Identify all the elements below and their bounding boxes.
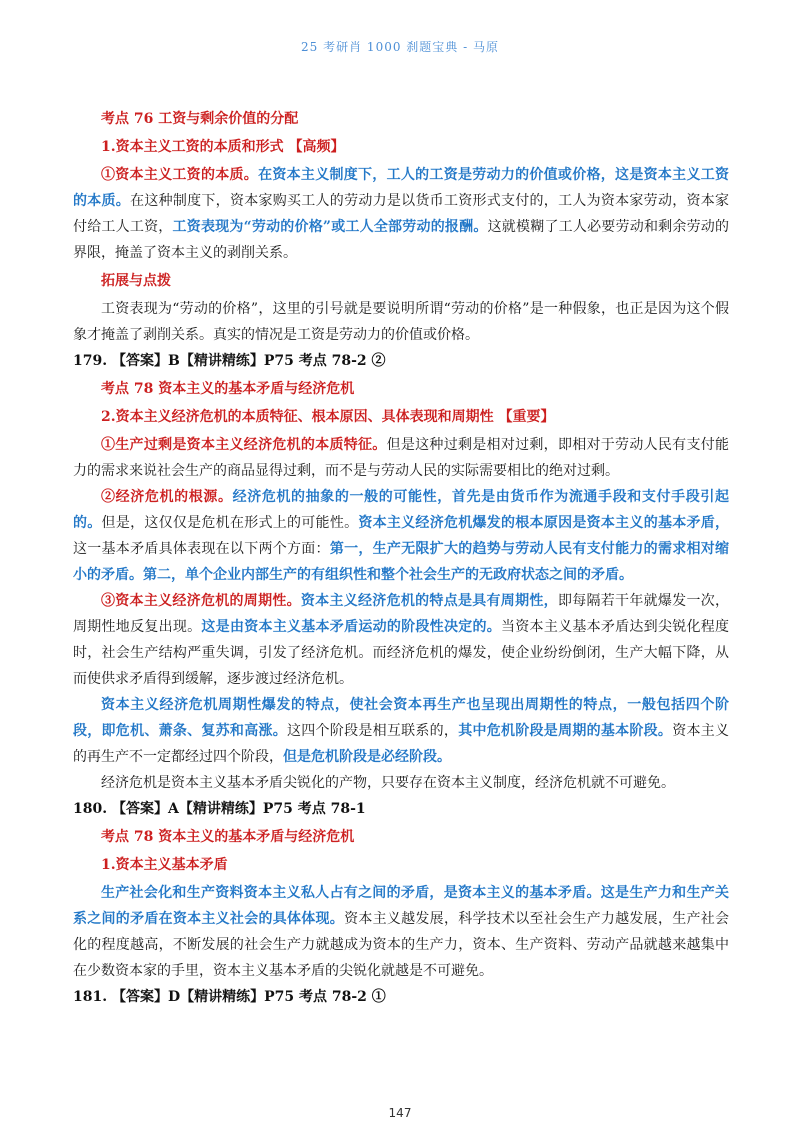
section-title-76: 考点 76 工资与剩余价值的分配 <box>101 111 299 127</box>
subsection-title: 1.资本主义工资的本质和形式 【高频】 <box>101 139 345 155</box>
paragraph: ①生产过剩是资本主义经济危机的本质特征。但是这种过剩是相对过剩，即相对于劳动人民有支付能力的需求来说社会生产的商品显得过剩，而不是与劳动人民的实际需要相比的绝对过剩。 <box>73 437 730 479</box>
paragraph: ③资本主义经济危机的周期性。资本主义经济危机的特点是具有周期性，即每隔若干年就爆发一次，周期性地反复出现。这是由资本主义基本矛盾运动的阶段性决定的。当资本主义基本矛盾达到尖锐化程度时，社会生产结构严重失调，引发了经济危机。而经济危机的爆发，使企业纷纷倒闭，生产大幅下降，从而使供求矛盾得到缓解，逐步渡过经济危机。 <box>73 593 730 687</box>
paragraph: ①资本主义工资的本质。在资本主义制度下，工人的工资是劳动力的价值或价格，这是资本主义工资的本质。在这种制度下，资本家购买工人的劳动力是以货币工资形式支付的，工人为资本家劳动，资本家付给工人工资，工资表现为“劳动的价格”或工人全部劳动的报酬。这就模糊了工人必要劳动和剩余劳动的界限，掩盖了资本主义的剥削关系。 <box>73 167 730 261</box>
paragraph: 经济危机是资本主义基本矛盾尖锐化的产物，只要存在资本主义制度，经济危机就不可避免。 <box>101 775 675 791</box>
running-header: 25 考研肖 1000 刹题宝典 - 马原 <box>301 40 499 54</box>
paragraph: 资本主义经济危机周期性爆发的特点，使社会资本再生产也呈现出周期性的特点，一般包括四个阶段，即危机、萧条、复苏和高涨。这四个阶段是相互联系的，其中危机阶段是周期的基本阶段。资本主义的再生产不一定都经过四个阶段，但是危机阶段是必经阶段。 <box>73 697 730 765</box>
section-title-78: 考点 78 资本主义的基本矛盾与经济危机 <box>101 381 355 397</box>
subsection-title: 2.资本主义经济危机的本质特征、根本原因、具体表现和周期性 【重要】 <box>101 409 555 425</box>
page-content <box>73 104 729 1010</box>
paragraph: ②经济危机的根源。经济危机的抽象的一般的可能性，首先是由货币作为流通手段和支付手段引起的。但是，这仅仅是危机在形式上的可能性。资本主义经济危机爆发的根本原因是资本主义的基本矛盾，这一基本矛盾具体表现在以下两个方面：第一，生产无限扩大的趋势与劳动人民有支付能力的需求相对缩小的矛盾。第二，单个企业内部生产的有组织性和整个社会生产的无政府状态之间的矛盾。 <box>73 489 730 583</box>
answer-line-180: 180. 【答案】A【精讲精练】P75 考点 78-1 <box>73 801 366 817</box>
answer-line-181: 181. 【答案】D【精讲精练】P75 考点 78-2 ① <box>73 989 386 1005</box>
paragraph: 生产社会化和生产资料资本主义私人占有之间的矛盾，是资本主义的基本矛盾。这是生产力和生产关系之间的矛盾在资本主义社会的具体体现。资本主义越发展，科学技术以至社会生产力越发展，生产社会化的程度越高，不断发展的社会生产力就越成为资本的生产力，资本、生产资料、劳动产品就越来越集中在少数资本家的手里，资本主义基本矛盾的尖锐化就越是不可避免。 <box>73 885 730 979</box>
paragraph: 工资表现为“劳动的价格”，这里的引号就是要说明所谓“劳动的价格”是一种假象，也正是因为这个假象才掩盖了剥削关系。真实的情况是工资是劳动力的价值或价格。 <box>73 301 729 343</box>
page-number: 147 <box>388 1106 412 1120</box>
subsection-title: 1.资本主义基本矛盾 <box>101 857 228 873</box>
section-title-78b: 考点 78 资本主义的基本矛盾与经济危机 <box>101 829 355 845</box>
extension-title: 拓展与点拨 <box>101 273 171 289</box>
answer-line-179: 179. 【答案】B【精讲精练】P75 考点 78-2 ② <box>73 353 386 369</box>
